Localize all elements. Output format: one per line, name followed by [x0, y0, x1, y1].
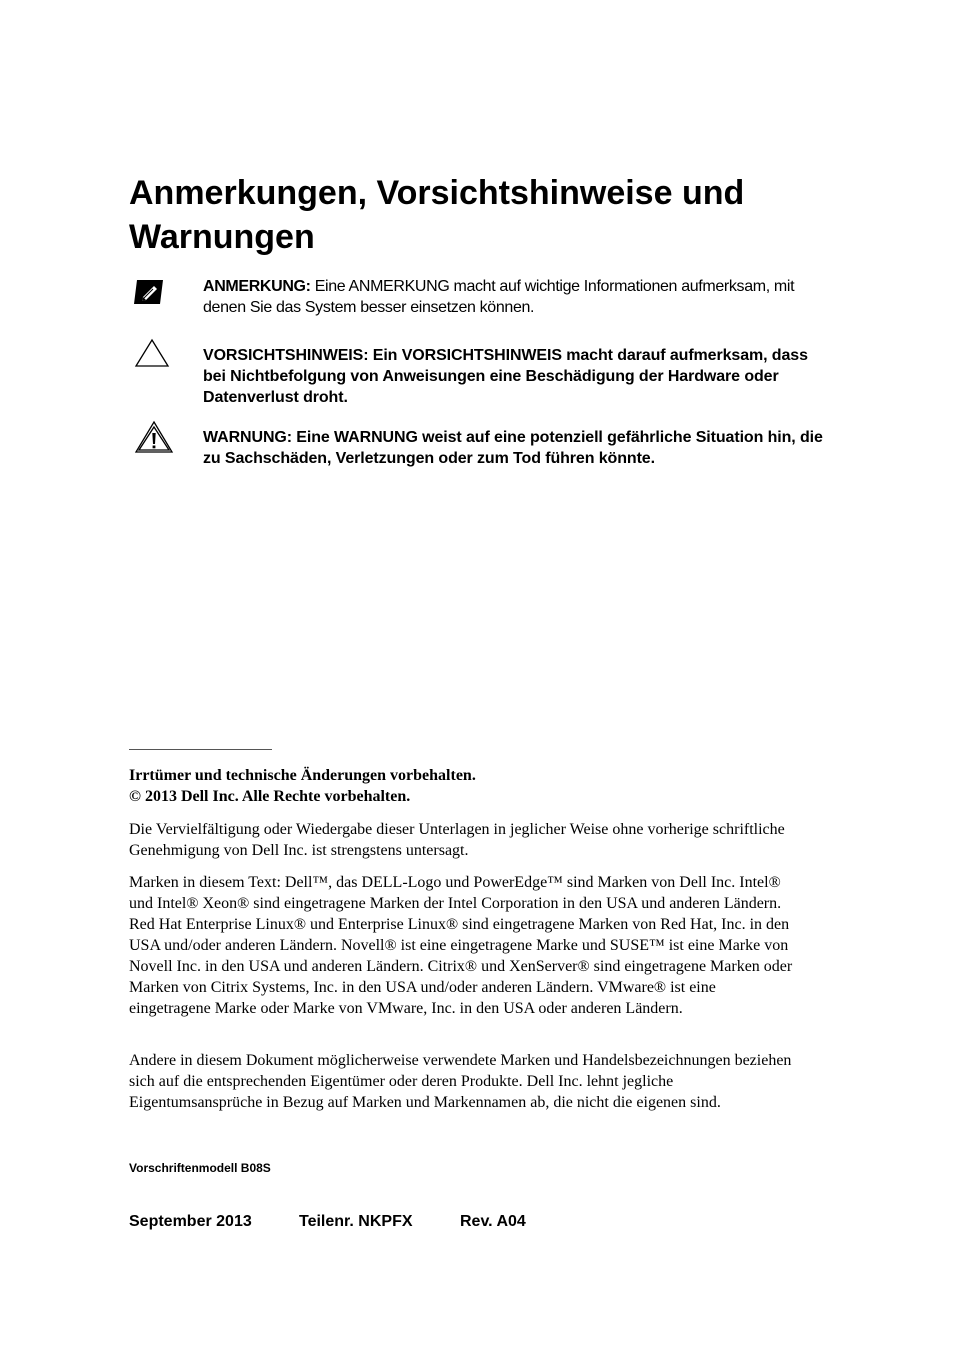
regulatory-model: Vorschriftenmodell B08S	[129, 1161, 271, 1175]
warning-exclamation-icon	[133, 419, 175, 460]
caution-triangle-icon	[133, 337, 171, 374]
document-footer	[129, 1212, 526, 1232]
trademarks-paragraph: Marken in diesem Text: Dell™, das DELL-Logo und PowerEdge™ sind Marken von Dell Inc. Intel® und Intel® Xeon® sind eingetragene Marken der Intel Corporation in den USA und anderen Ländern. Red Hat Enterprise Linux® und Enterprise Linux® sind eingetragene Marken von Red Hat, Inc. in den USA und/oder anderen Ländern. Novell® ist eine eingetragene Marke und SUSE™ ist eine Marke von Novell Inc. in den USA und anderen Ländern. Citrix® und XenServer® sind eingetragene Marken oder Marken von Citrix Systems, Inc. in den USA und/oder anderen Ländern. VMware® ist eine eingetragene Marke oder Marke von VMware, Inc. in den USA oder anderen Ländern.	[129, 874, 793, 1017]
errata-line: Irrtümer und technische Änderungen vorbehalten.	[129, 767, 476, 784]
note-pencil-icon	[133, 278, 165, 311]
footnote-divider	[129, 749, 272, 750]
note-body: Eine ANMERKUNG macht auf wichtige Informationen aufmerksam, mit denen Sie das System besser einsetzen können.	[203, 278, 795, 316]
warning-text: WARNUNG: Eine WARNUNG weist auf eine potenziell gefährliche Situation hin, die zu Sachschäden, Verletzungen oder zum Tod führen könnte.	[203, 429, 823, 467]
other-marks-paragraph: Andere in diesem Dokument möglicherweise verwendete Marken und Handelsbezeichnungen beziehen sich auf die entsprechenden Eigentümer oder deren Produkte. Dell Inc. lehnt jegliche Eigentumsansprüche in Bezug auf Marken und Markennamen ab, die nicht die eigenen sind.	[129, 1052, 792, 1111]
caution-text: VORSICHTSHINWEIS: Ein VORSICHTSHINWEIS macht darauf aufmerksam, dass bei Nichtbefolgung von Anweisungen eine Beschädigung der Hardware oder Datenverlust droht.	[203, 347, 808, 406]
copyright-line: © 2013 Dell Inc. Alle Rechte vorbehalten.	[129, 788, 411, 805]
footer-revision: Rev. A04	[460, 1213, 526, 1230]
footer-date: September 2013	[129, 1213, 252, 1230]
page-title: Anmerkungen, Vorsichtshinweise und Warnungen	[129, 174, 745, 256]
note-label: ANMERKUNG:	[203, 278, 311, 295]
footer-part-number: Teilenr. NKPFX	[299, 1213, 413, 1230]
legal-header	[129, 765, 809, 807]
reproduction-paragraph: Die Vervielfältigung oder Wiedergabe dieser Unterlagen in jeglicher Weise ohne vorherige schriftliche Genehmigung von Dell Inc. ist strengstens untersagt.	[129, 821, 785, 859]
note-text	[203, 276, 823, 318]
